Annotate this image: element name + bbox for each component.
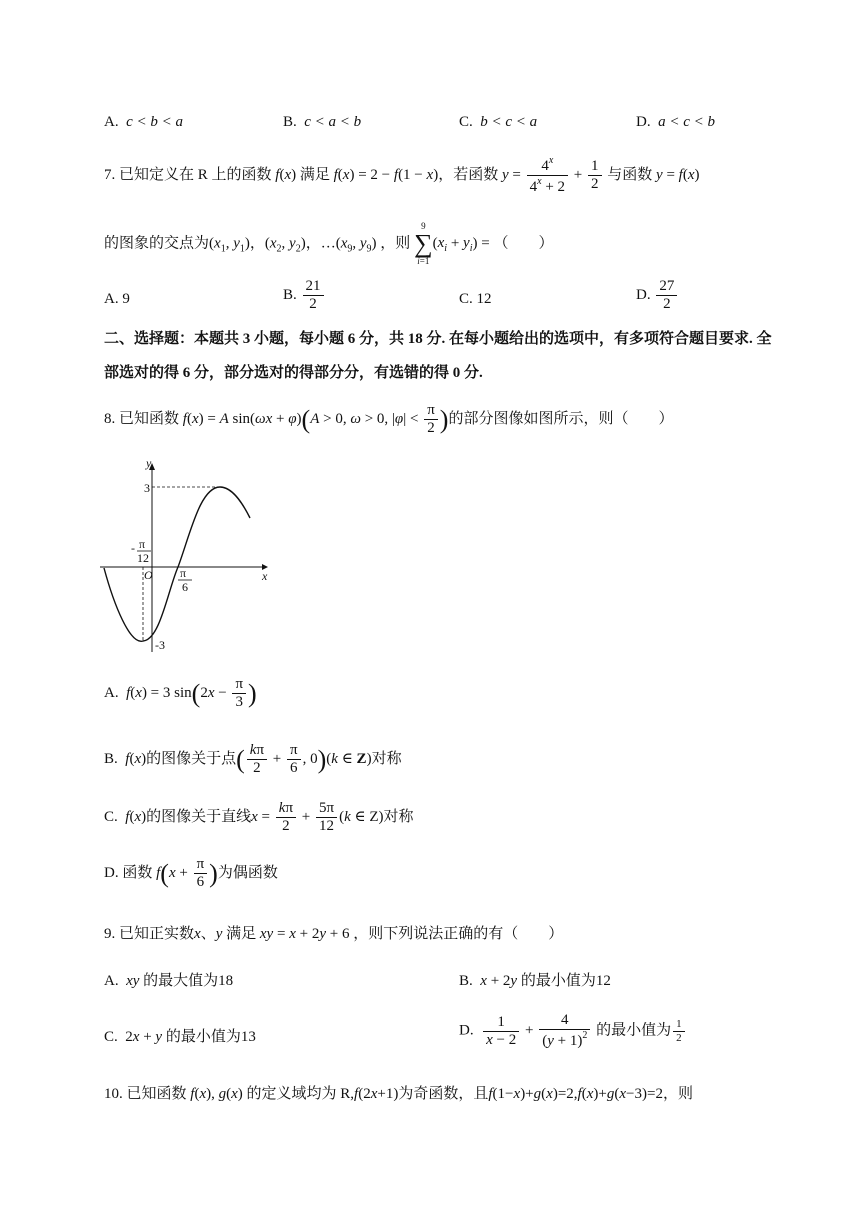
q8-option-b: B. f(x)的图像关于点( $\frac{k\pi}{2}$ + $\frac{\pi}{6}$ , 0)(k ∈ Z)对称 (104, 742, 402, 777)
q8-option-c: C. f(x)的图像关于直线x = $\frac{k\pi}{2}$ + $\frac{5\pi}{12}$ (k ∈ Z)对称 (104, 800, 414, 835)
q8-option-d: D. 函数 f(x + $\frac{\pi}{6}$ )为偶函数 (104, 856, 278, 891)
q9-option-b: B. x + 2y 的最小值为12 (459, 973, 611, 989)
q7-option-a: A. 9 (104, 291, 130, 307)
graph-label-neg-sign: - (131, 541, 135, 555)
q7-line2: 的图象的交点为($x_1$, $y_1$)，($x_2$, $y_2$)，$\dots(x_9$, $y_9$) ，则 9 ∑ i=1 $(x_i + y_i)$ = （ ） (104, 221, 554, 266)
q8-stem: 8. 已知函数 f(x) = A sin(ωx + φ)(A > 0, ω > 0, |φ| < $\frac{\pi}{2}$ )的部分图像如图所示，则（ ） (104, 402, 674, 437)
graph-label-x: x (262, 569, 268, 583)
graph-label-12: 12 (137, 551, 149, 565)
q9-option-d: D. $\frac{1}{x - 2}$ + $\frac{4}{(y + 1)^2}$ 的最小值为 $\frac{1}{2}$ (459, 1012, 687, 1051)
q6-option-c: C. b < c < a (459, 114, 538, 130)
q7-stem: 7. 已知定义在 R 上的函数 f(x) 满足 f(x) = 2 − f(1 − x)，若函数 y = $\frac{4^x}{4^x + 2}$ + $\frac{1}{2}$ 与函数 y = f(x) (104, 155, 700, 196)
graph-label-6: 6 (182, 580, 188, 594)
q7-option-d: D. $\frac{27}{2}$ (636, 278, 679, 314)
q8-option-a: A. f(x) = 3 sin(2x − $\frac{\pi}{3}$ ) (104, 676, 257, 711)
section2-line1: 二、选择题：本题共 3 小题，每小题 6 分，共 18 分. 在每小题给出的选项中，有多项符合题目要求. 全 (104, 331, 772, 347)
graph-label-neg3: -3 (155, 638, 165, 652)
q9-option-c: C. 2x + y 的最小值为13 (104, 1029, 256, 1045)
section2-line2: 部选对的得 6 分，部分选对的得部分分，有选错的得 0 分. (104, 365, 483, 381)
q7-option-b: B. $\frac{21}{2}$ (283, 278, 326, 314)
q9-stem: 9. 已知正实数x、y 满足 xy = x + 2y + 6 ，则下列说法正确的有（ ） (104, 926, 564, 942)
graph-label-pi-1: π (139, 537, 146, 551)
graph-label-origin: O (144, 568, 153, 582)
q7-option-c: C. 12 (459, 291, 492, 307)
graph-label-3: 3 (144, 481, 150, 495)
q6-option-d: D. a < c < b (636, 114, 715, 130)
graph-label-pi-2: π (180, 566, 187, 580)
q6-option-a: A. c < b < a (104, 114, 183, 130)
q10-stem: 10. 已知函数 f(x), g(x) 的定义域均为 R,f(2x+1)为奇函数，且f(1−x)+g(x)=2,f(x)+g(x−3)=2，则 (104, 1086, 693, 1102)
sine-curve (104, 487, 250, 641)
q6-option-b: B. c < a < b (283, 114, 362, 130)
graph-label-y: y (146, 460, 152, 470)
q8-graph (100, 460, 275, 660)
q9-option-a: A. xy 的最大值为18 (104, 973, 234, 989)
